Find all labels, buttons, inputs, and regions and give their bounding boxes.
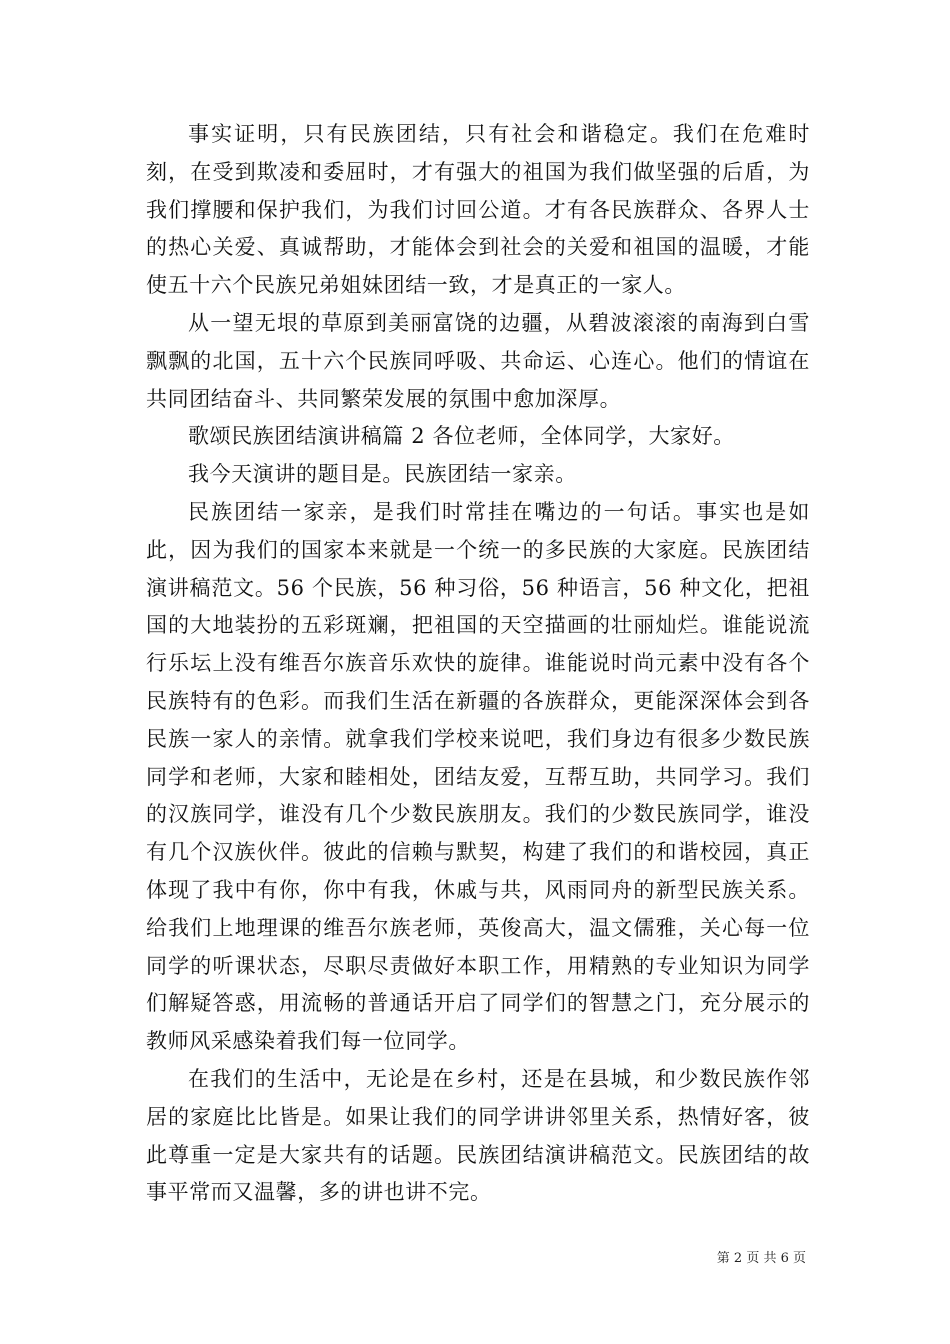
paragraph-2: 从一望无垠的草原到美丽富饶的边疆，从碧波滚滚的南海到白雪飘飘的北国，五十六个民族同呼吸、共命运、心连心。他们的情谊在共同团结奋斗、共同繁荣发展的氛围中愈加深厚。 xyxy=(146,310,810,411)
document-body xyxy=(146,116,810,1212)
paragraph-1: 事实证明，只有民族团结，只有社会和谐稳定。我们在危难时刻，在受到欺凌和委屈时，才有强大的祖国为我们做坚强的后盾，为我们撑腰和保护我们，为我们讨回公道。才有各民族群众、各界人士的热心关爱、真诚帮助，才能体会到社会的关爱和祖国的温暖，才能使五十六个民族兄弟姐妹团结一致，才是真正的一家人。 xyxy=(146,122,810,298)
paragraph-4: 我今天演讲的题目是。民族团结一家亲。 xyxy=(188,462,577,487)
page-number-footer: 第 2 页 共 6 页 xyxy=(716,1251,806,1266)
paragraph-3: 歌颂民族团结演讲稿篇 2 各位老师，全体同学，大家好。 xyxy=(188,424,735,449)
paragraph-5: 民族团结一家亲，是我们时常挂在嘴边的一句话。事实也是如此，因为我们的国家本来就是一个统一的多民族的大家庭。民族团结演讲稿范文。56 个民族，56 种习俗，56 种语言，56 种文化，把祖国的大地装扮的五彩斑斓，把祖国的天空描画的壮丽灿烂。谁能说流行乐坛上没有维吾尔族音乐欢快的旋律。谁能说时尚元素中没有各个民族特有的色彩。而我们生活在新疆的各族群众，更能深深体会到各民族一家人的亲情。就拿我们学校来说吧，我们身边有很多少数民族同学和老师，大家和睦相处，团结友爱，互帮互助，共同学习。我们的汉族同学，谁没有几个少数民族朋友。我们的少数民族同学，谁没有几个汉族伙伴。彼此的信赖与默契，构建了我们的和谐校园，真正体现了我中有你，你中有我，休戚与共，风雨同舟的新型民族关系。给我们上地理课的维吾尔族老师，英俊高大，温文儒雅，关心每一位同学的听课状态，尽职尽责做好本职工作，用精熟的专业知识为同学们解疑答惑，用流畅的普通话开启了同学们的智慧之门，充分展示的教师风采感染着我们每一位同学。 xyxy=(146,499,810,1054)
paragraph-6: 在我们的生活中，无论是在乡村，还是在县城，和少数民族作邻居的家庭比比皆是。如果让我们的同学讲讲邻里关系，热情好客，彼此尊重一定是大家共有的话题。民族团结演讲稿范文。民族团结的故事平常而又温馨，多的讲也讲不完。 xyxy=(146,1066,810,1205)
